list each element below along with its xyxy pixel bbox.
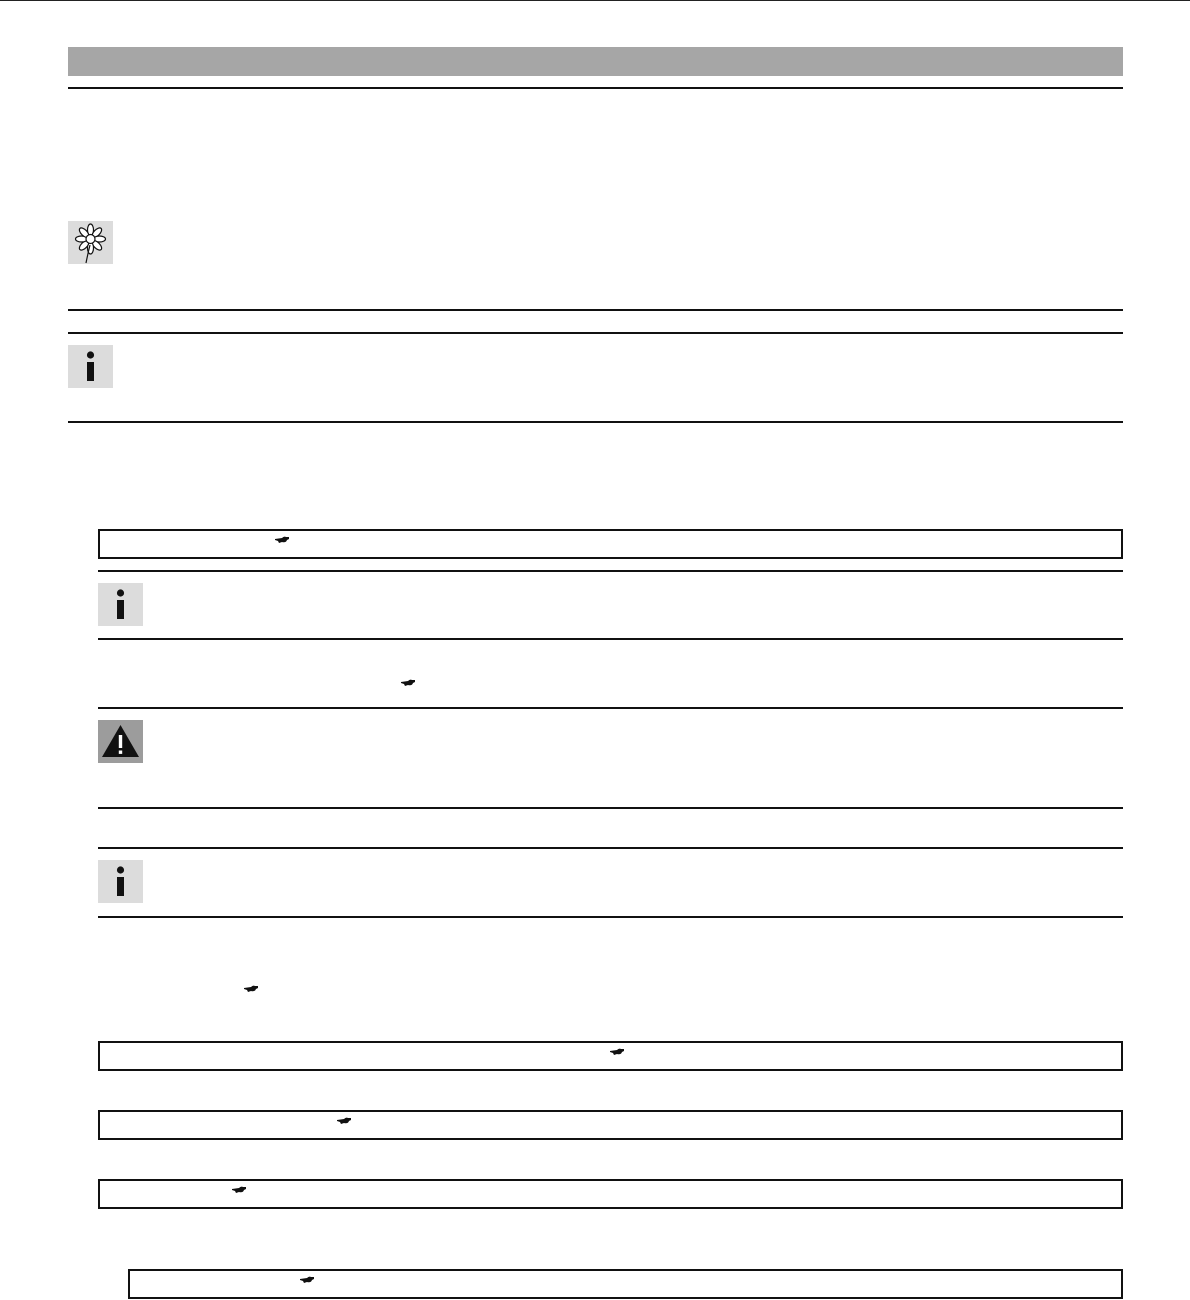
pointing-hand-icon — [274, 535, 290, 544]
note-divider — [68, 332, 1123, 334]
info-icon — [68, 345, 113, 388]
pointing-hand-icon — [299, 1275, 315, 1284]
pointing-hand-icon — [609, 1047, 625, 1056]
section-header-bar — [68, 47, 1123, 76]
page-top-border — [0, 0, 1190, 1]
note-divider — [98, 570, 1123, 572]
pointing-hand-icon — [243, 984, 259, 993]
cross-reference-box — [98, 529, 1123, 559]
note-divider — [98, 638, 1123, 640]
pointing-hand-icon — [231, 1185, 247, 1194]
cross-reference-box — [98, 1179, 1123, 1209]
flower-icon — [68, 221, 113, 264]
note-divider — [68, 309, 1123, 311]
cross-reference-box — [98, 1041, 1123, 1071]
note-divider — [68, 421, 1123, 423]
cross-reference-box — [128, 1269, 1123, 1299]
info-icon — [98, 860, 143, 903]
pointing-hand-icon — [336, 1116, 352, 1125]
info-icon — [98, 583, 143, 626]
note-divider — [98, 707, 1123, 709]
note-divider — [98, 847, 1123, 849]
pointing-hand-icon — [400, 678, 416, 687]
note-divider — [98, 916, 1123, 918]
note-divider — [98, 807, 1123, 809]
section-header-rule — [68, 87, 1123, 89]
warning-triangle-icon — [98, 720, 143, 763]
cross-reference-box — [98, 1110, 1123, 1140]
